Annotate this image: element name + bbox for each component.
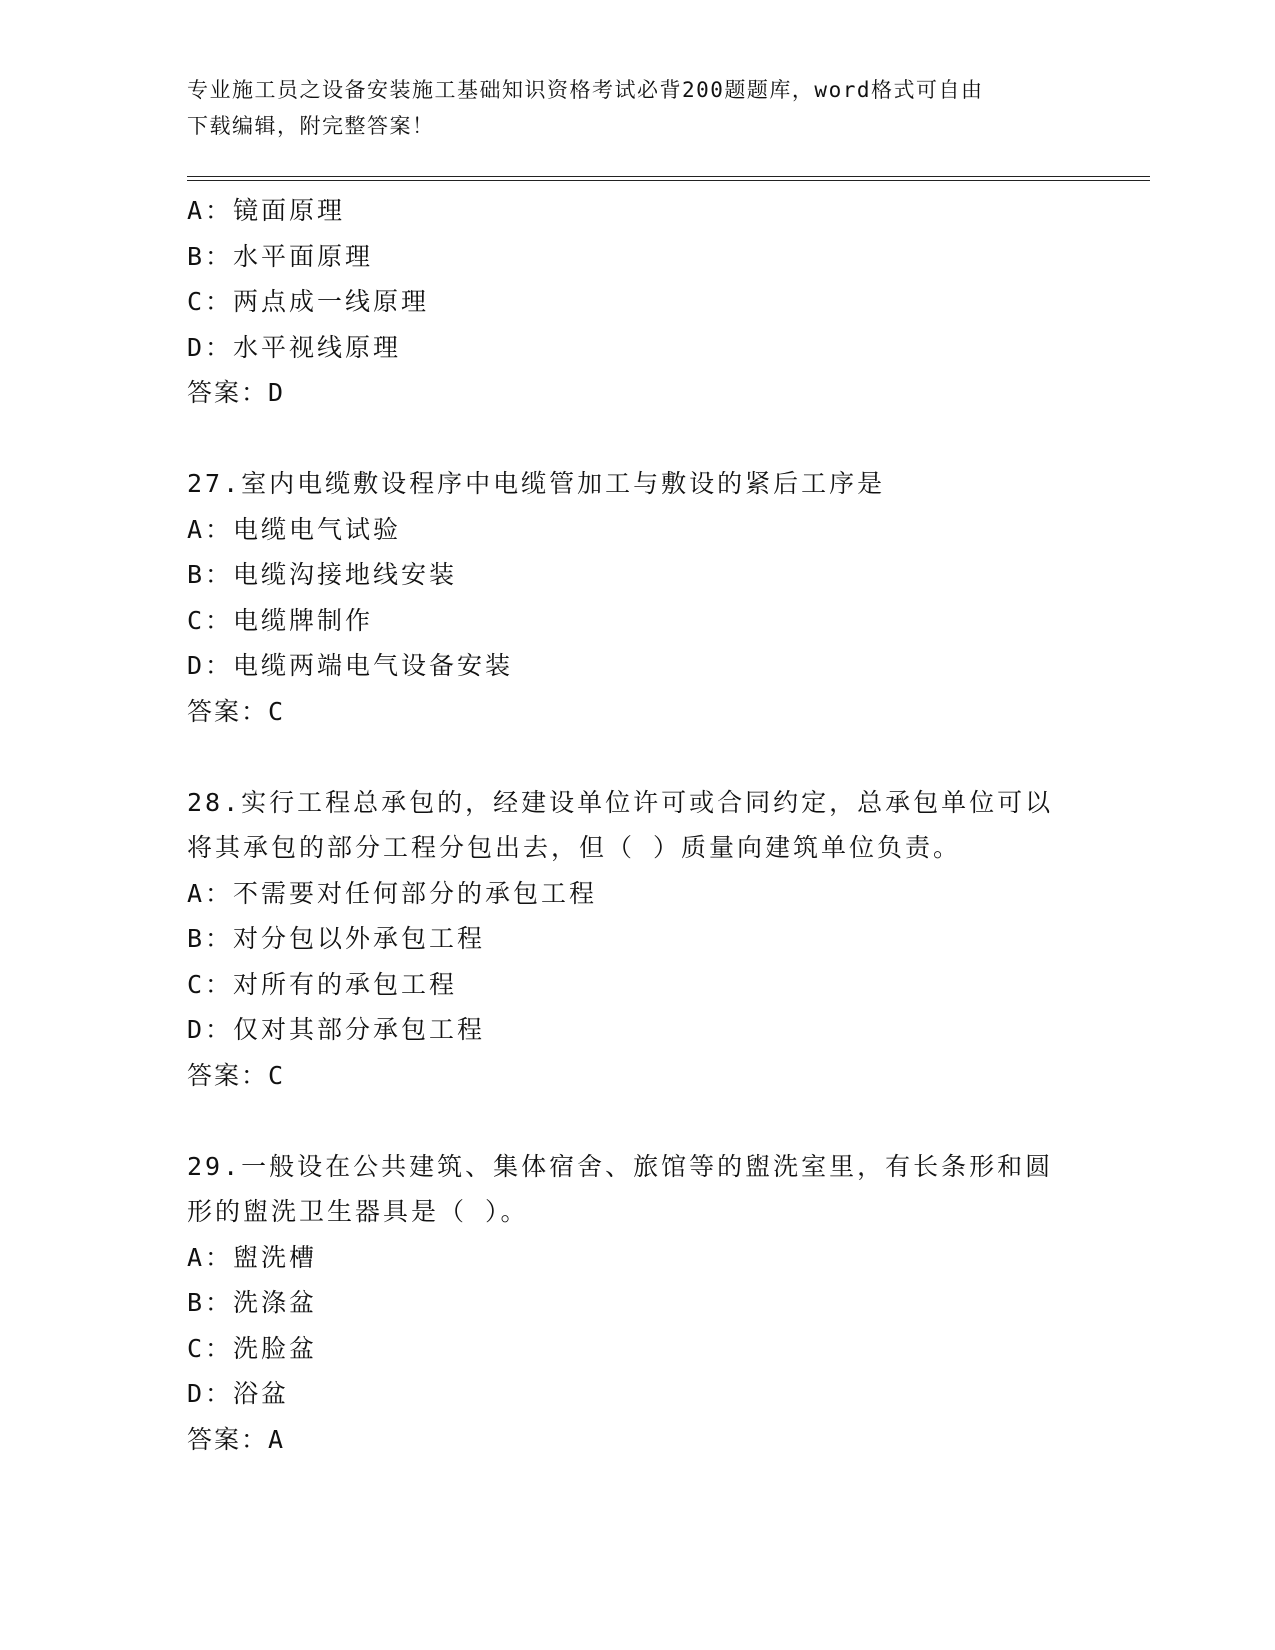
question-spacer: [187, 416, 1150, 462]
question-29: [187, 1144, 1150, 1463]
answer-line: [187, 1053, 1150, 1099]
option-a: A：盥洗槽: [187, 1242, 318, 1272]
question-spacer: [187, 1098, 1150, 1144]
question-list: [187, 188, 1150, 1462]
header-line-1: 专业施工员之设备安装施工基础知识资格考试必背200题题库，word格式可自由: [187, 78, 984, 102]
answer-value: A: [268, 1424, 286, 1454]
answer-line: [187, 1417, 1150, 1463]
question-text-line-1: 29.一般设在公共建筑、集体宿舍、旅馆等的盥洗室里，有长条形和圆: [187, 1151, 1054, 1181]
option-a: A：电缆电气试验: [187, 514, 402, 544]
document-header: [187, 72, 1067, 144]
answer-label: 答案：: [187, 1424, 269, 1454]
option-c: C：对所有的承包工程: [187, 969, 458, 999]
option-b: B：对分包以外承包工程: [187, 924, 486, 953]
answer-label: 答案：: [187, 1060, 269, 1090]
option-d: D：电缆两端电气设备安装: [187, 651, 514, 680]
question-spacer: [187, 734, 1150, 780]
question-text: 27.室内电缆敷设程序中电缆管加工与敷设的紧后工序是: [187, 469, 886, 498]
option-b: B：水平面原理: [187, 241, 374, 271]
option-a: A：镜面原理: [187, 196, 346, 225]
question-text-line-2: 形的盥洗卫生器具是（ ）。: [187, 1197, 529, 1226]
option-b: B：电缆沟接地线安装: [187, 560, 458, 589]
answer-value: C: [268, 1060, 286, 1090]
question-text-line-1: 28.实行工程总承包的，经建设单位许可或合同约定，总承包单位可以: [187, 787, 1054, 817]
answer-label: 答案：: [187, 378, 269, 407]
header-divider: [187, 176, 1150, 181]
header-line-2: 下载编辑，附完整答案！: [187, 114, 435, 138]
option-d: D：浴盆: [187, 1379, 290, 1408]
question-26-tail: [187, 188, 1150, 416]
answer-line: [187, 689, 1150, 735]
question-text-line-2: 将其承包的部分工程分包出去，但（ ）质量向建筑单位负责。: [187, 833, 962, 862]
option-d: D：仅对其部分承包工程: [187, 1015, 486, 1044]
question-28: [187, 780, 1150, 1099]
answer-line: [187, 370, 1150, 416]
answer-label: 答案：: [187, 696, 269, 726]
answer-value: C: [268, 696, 286, 726]
question-27: [187, 461, 1150, 734]
option-c: C：洗脸盆: [187, 1333, 318, 1363]
option-d: D：水平视线原理: [187, 332, 402, 362]
option-b: B：洗涤盆: [187, 1288, 318, 1317]
option-c: C：两点成一线原理: [187, 287, 430, 316]
answer-value: D: [268, 378, 286, 407]
option-c: C：电缆牌制作: [187, 605, 374, 635]
option-a: A：不需要对任何部分的承包工程: [187, 878, 598, 908]
